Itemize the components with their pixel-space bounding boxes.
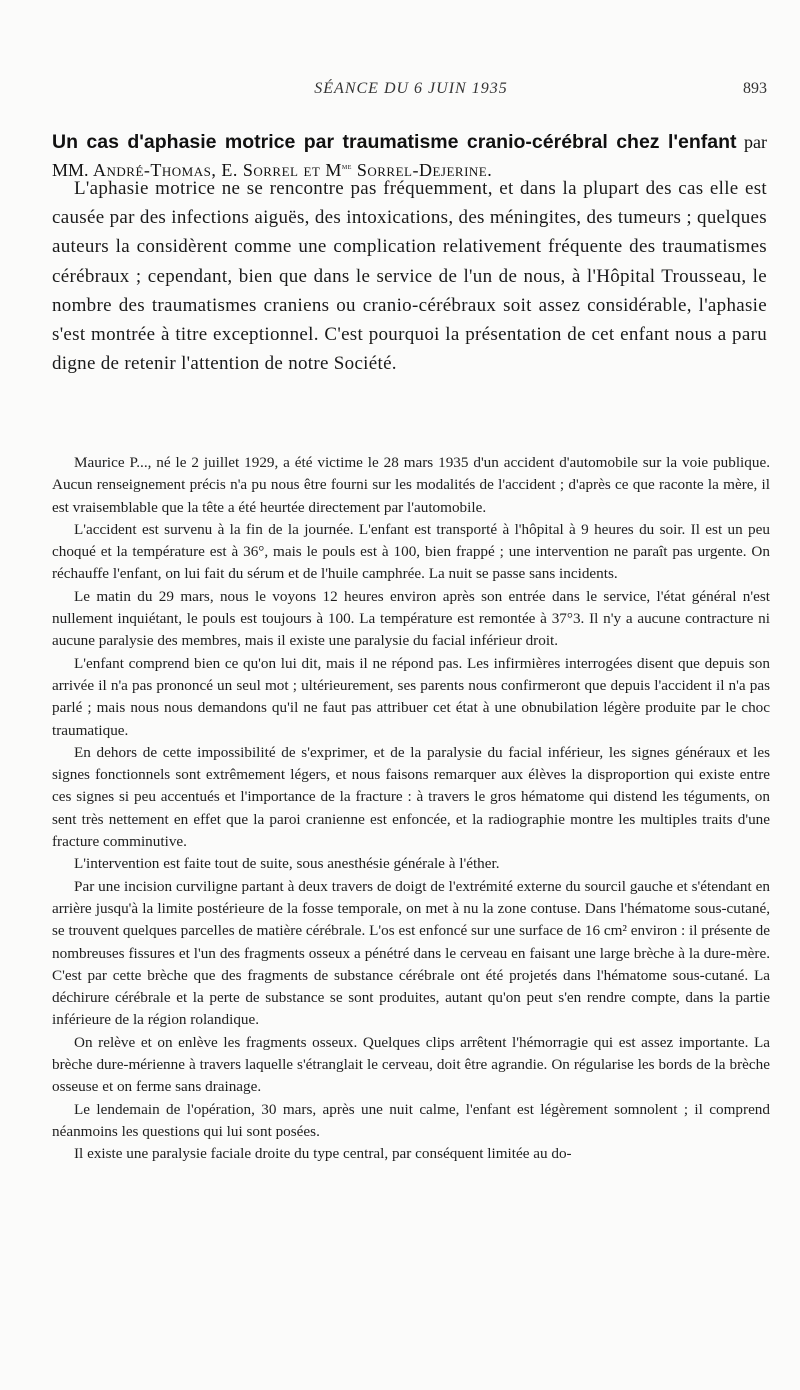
running-head xyxy=(55,80,767,104)
paragraph: Par une incision curviligne partant à deux travers de doigt de l'extrémité externe du sourcil gauche et s'étendant en arrière jusqu'à la limite postérieure de la fosse temporale, on met à nu la zone contuse. Dans l'hématome sous-cutané, se trouvent quelques parcelles de matière cérébrale. L'os est enfoncé sur une surface de 16 cm² environ : il présente de nombreuses fissures et l'un des fragments osseux a pénétré dans le cerveau en faisant une large brèche à la dure-mère. C'est par cette brèche que des fragments de substance cérébrale ont été projetés dans l'hématome sous-cutané. La déchirure cérébrale et la perte de substance se sont produites, autant qu'on peut s'en rendre compte, dans la partie inférieure de la région rolandique. xyxy=(52,877,770,1029)
title-by: par MM. xyxy=(52,132,768,180)
paragraph: Le matin du 29 mars, nous le voyons 12 heures environ après son entrée dans le service, l'état général n'est nullement inquiétant, le pouls est toujours à 100. La température est remontée à 37°3. Il n'y a aucune contracture ni aucune paralysie des membres, mais il existe une paralysie du facial inférieur droit. xyxy=(52,587,770,650)
paragraph: L'intervention est faite tout de suite, sous anesthésie générale à l'éther. xyxy=(74,855,500,873)
case-report xyxy=(52,452,770,1166)
paragraph: Il existe une paralysie faciale droite du type central, par conséquent limitée au do- xyxy=(74,1145,572,1163)
paragraph: Maurice P..., né le 2 juillet 1929, a été victime le 28 mars 1935 d'un accident d'automobile sur la voie publique. Aucun renseignement précis n'a pu nous être fourni sur les modalités de l'accident ; d'après ce que raconte la mère, il est vraisemblable que la tête a été heurtée directement par l'automobile. xyxy=(52,454,770,516)
paragraph: En dehors de cette impossibilité de s'exprimer, et de la paralysie du facial inférieur, les signes généraux et les signes fonctionnels sont extrêmement légers, et nous faisons remarquer aux élèves la disproportion qui existe entre ces signes si peu accentués et l'importance de la fracture : à travers le gros hématome qui distend les téguments, on sent très nettement en effet que la paroi cranienne est enfoncée, et la radiographie montre les multiples traits d'une fracture comminutive. xyxy=(52,743,770,851)
authors-sup: me xyxy=(341,161,352,171)
authors-end: Sorrel-Dejerine. xyxy=(351,160,493,180)
paragraph: L'accident est survenu à la fin de la journée. L'enfant est transporté à l'hôpital à 9 heures du soir. Il est un peu choqué et la température est à 36°, mais le pouls est à 100, bien frappé ; une intervention ne paraît pas urgente. On réchauffe l'enfant, on lui fait du sérum et de l'huile camphrée. La nuit se passe sans incidents. xyxy=(52,520,770,583)
paragraph: On relève et on enlève les fragments osseux. Quelques clips arrêtent l'hémorragie qui est assez importante. La brèche dure-mérienne à travers laquelle s'étranglait le cerveau, doit être agrandie. On régularise les bords de la brèche osseuse et on ferme sans drainage. xyxy=(52,1033,770,1096)
page-number: 893 xyxy=(743,80,767,97)
title-main: Un cas d'aphasie motrice par traumatisme cranio-cérébral chez l'enfant xyxy=(52,131,737,153)
intro-paragraph: L'aphasie motrice ne se rencontre pas fréquemment, et dans la plupart des cas elle est causée par des infections aiguës, des intoxications, des méningites, des tumeurs ; quelques auteurs la considèrent comme une complication relativement fréquente des traumatismes cérébraux ; cependant, bien que dans le service de l'un de nous, à l'Hôpital Trousseau, le nombre des traumatismes craniens ou cranio-cérébraux soit assez considérable, l'aphasie s'est montrée à titre exceptionnel. C'est pourquoi la présentation de cet enfant nous a paru digne de retenir l'attention de notre Société. xyxy=(52,178,767,375)
running-title: SÉANCE DU 6 JUIN 1935 xyxy=(314,80,508,97)
authors-names: André-Thomas, E. Sorrel et M xyxy=(93,160,342,180)
paragraph: Le lendemain de l'opération, 30 mars, après une nuit calme, l'enfant est légèrement somnolent ; il comprend néanmoins les questions qui lui sont posées. xyxy=(52,1100,770,1140)
paragraph: L'enfant comprend bien ce qu'on lui dit, mais il ne répond pas. Les infirmières interrogées disent que depuis son arrivée il n'a pas prononcé un seul mot ; ultérieurement, ses parents nous confirmeront que depuis l'accident il n'a pas parlé ; mais nous nous demandons qu'il ne faut pas attribuer cet état à une obnubilation légère produite par le choc traumatique. xyxy=(52,654,770,739)
intro-section xyxy=(52,174,767,378)
